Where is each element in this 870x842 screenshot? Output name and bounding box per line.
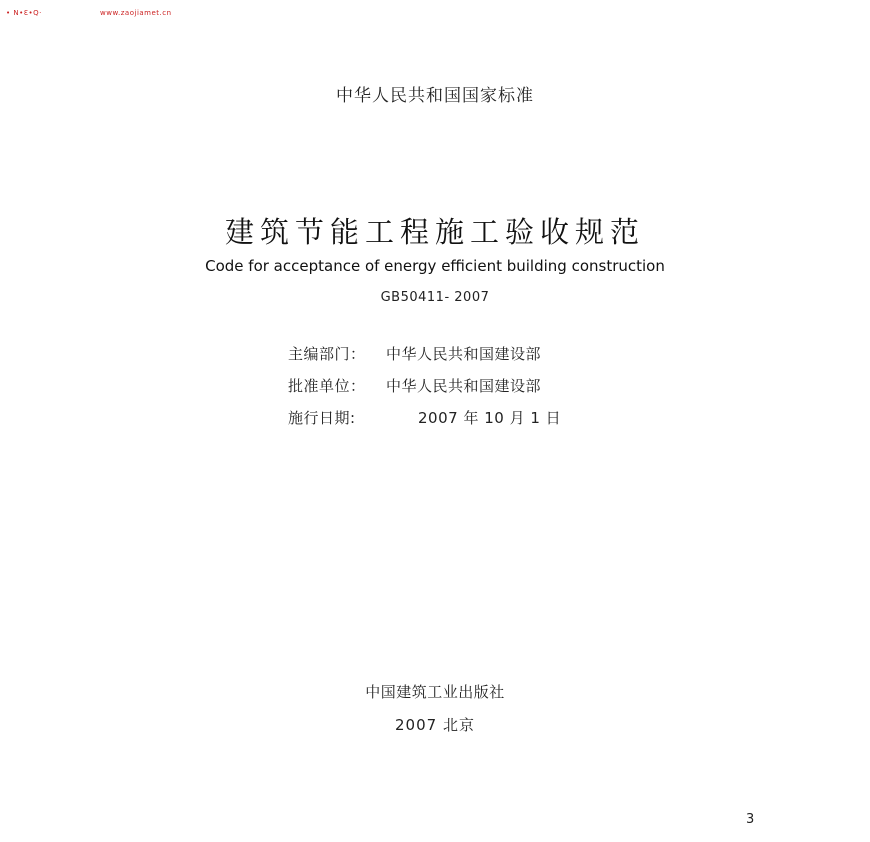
document-title: 建筑节能工程施工验收规范 <box>224 215 645 249</box>
page-number: 3 <box>746 812 755 827</box>
editor-label: 主编部门： <box>288 345 366 363</box>
approver-row <box>288 375 541 396</box>
publisher: 中国建筑工业出版社 <box>365 683 505 701</box>
watermark-url: www.zaojiamet.cn <box>100 9 172 17</box>
standard-code: GB50411- 2007 <box>380 290 490 305</box>
editor-row <box>288 343 541 364</box>
watermark-left-text: • N•Ɛ•Q· <box>6 9 42 17</box>
year-place: 2007 北京 <box>395 716 475 734</box>
approver-value: 中华人民共和国建设部 <box>386 377 542 395</box>
approver-label: 批准单位： <box>288 377 366 395</box>
national-standard-heading: 中华人民共和国国家标准 <box>336 86 534 106</box>
effective-date-row <box>288 407 561 428</box>
effective-date-label: 施行日期: <box>288 409 356 427</box>
effective-date-value: 2007 年 10 月 1 日 <box>418 409 562 427</box>
english-title: Code for acceptance of energy efficient building construction <box>205 257 665 275</box>
editor-value: 中华人民共和国建设部 <box>386 345 542 363</box>
